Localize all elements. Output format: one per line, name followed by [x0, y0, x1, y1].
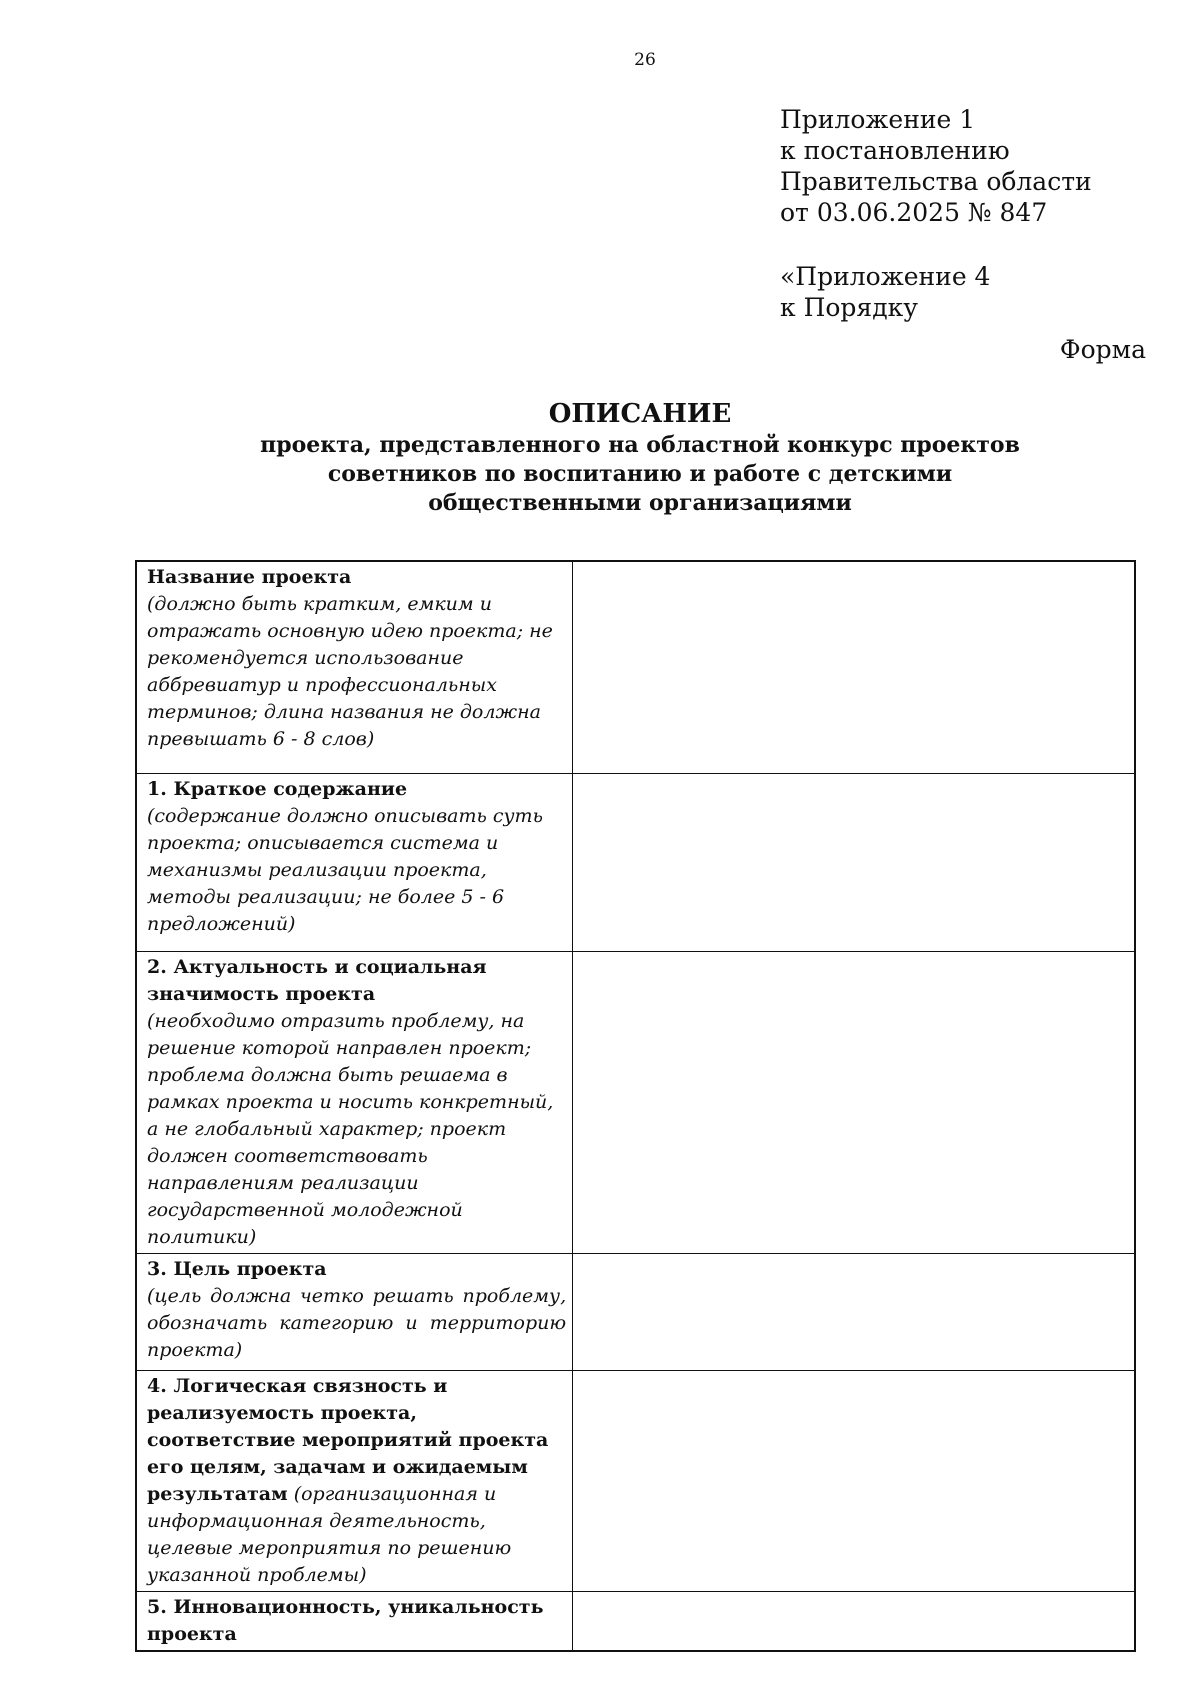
project-description-table [135, 560, 1136, 1652]
row-hint: (необходимо отразить проблему, на решение которой направлен проект; проблема должна быть решаема в рамках проекта и носить конкретный, а не глобальный характер; проект должен соответствовать направлениям реализации государственной молодежной политики) [147, 1009, 554, 1248]
table-row [136, 773, 1135, 951]
title-subtitle-line: общественными организациями [428, 490, 852, 516]
appendix-line: «Приложение 4 [780, 262, 991, 291]
row-value-cell[interactable] [573, 951, 1135, 1253]
appendix-reference [780, 104, 1092, 323]
row-hint: (организационная и информационная деятельность, целевые мероприятия по решению указанной проблемы) [147, 1482, 512, 1586]
row-heading: 3. Цель проекта [147, 1257, 327, 1280]
row-heading: 5. Инновационность, уникальность проекта [147, 1595, 544, 1645]
row-hint: (содержание должно описывать суть проекта; описывается система и механизмы реализации проекта, методы реализации; не более 5 - 6 предложений) [147, 804, 543, 935]
page-number: 26 [634, 50, 656, 70]
title-subtitle-line: проекта, представленного на областной конкурс проектов [260, 432, 1020, 458]
row-heading: 1. Краткое содержание [147, 777, 408, 800]
row-label-cell [136, 951, 573, 1253]
row-hint: (цель должна четко решать проблему, обозначать категорию и территорию проекта) [147, 1284, 567, 1361]
table-row [136, 951, 1135, 1253]
row-label-cell [136, 561, 573, 773]
appendix-line: Приложение 1 [780, 105, 976, 134]
row-heading: 2. Актуальность и социальная значимость проекта [147, 955, 487, 1005]
row-value-cell[interactable] [573, 1591, 1135, 1651]
row-value-cell[interactable] [573, 773, 1135, 951]
row-label-cell [136, 773, 573, 951]
row-hint: (должно быть кратким, емким и отражать основную идею проекта; не рекомендуется использование аббревиатур и профессиональных терминов; длина названия не должна превышать 6 - 8 слов) [147, 593, 553, 750]
title-main: ОПИСАНИЕ [548, 399, 732, 429]
appendix-line: к постановлению [780, 136, 1010, 165]
row-label-cell [136, 1253, 573, 1370]
title-subtitle-line: советников по воспитанию и работе с детскими [327, 461, 953, 487]
form-label: Форма [1059, 335, 1146, 364]
row-label-cell [136, 1370, 573, 1591]
appendix-line: к Порядку [780, 293, 918, 322]
row-value-cell[interactable] [573, 561, 1135, 773]
row-value-cell[interactable] [573, 1370, 1135, 1591]
row-value-cell[interactable] [573, 1253, 1135, 1370]
table-row [136, 1591, 1135, 1651]
row-label-cell [136, 1591, 573, 1651]
table-row [136, 1253, 1135, 1370]
appendix-line: Правительства области [780, 167, 1092, 196]
document-title [140, 397, 1140, 518]
row-heading: 4. Логическая связность и реализуемость проекта, соответствие мероприятий проекта его целям, задачам и ожидаемым результатам [147, 1374, 549, 1505]
table-row [136, 561, 1135, 773]
appendix-line: от 03.06.2025 № 847 [780, 198, 1048, 227]
table-row [136, 1370, 1135, 1591]
row-heading: Название проекта [147, 566, 352, 588]
